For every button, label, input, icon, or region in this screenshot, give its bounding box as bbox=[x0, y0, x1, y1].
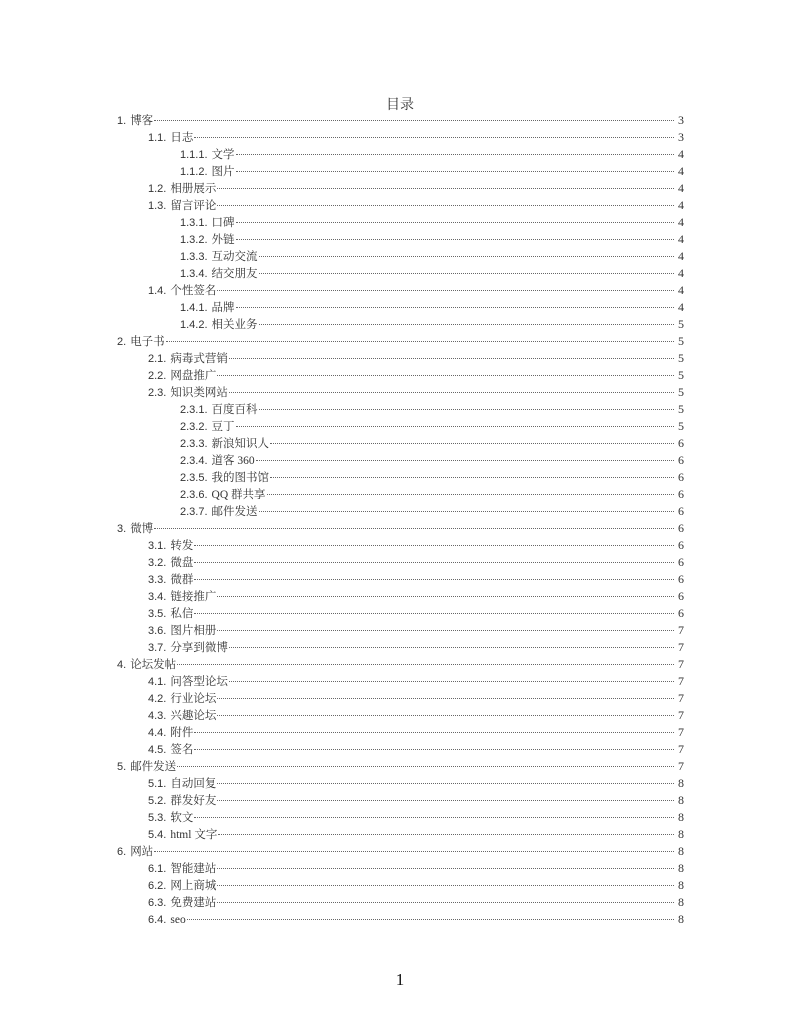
toc-entry-label: 病毒式营销 bbox=[170, 353, 228, 365]
toc-entry-page: 6 bbox=[678, 487, 684, 501]
toc-entry-number: 3.6. bbox=[148, 625, 167, 637]
toc-entry-number: 4.5. bbox=[148, 744, 167, 756]
toc-entry-page: 5 bbox=[678, 351, 684, 365]
toc-entry-number: 2.3.2. bbox=[180, 421, 208, 433]
toc-entry-label: 知识类网站 bbox=[170, 387, 228, 399]
toc-entry[interactable] bbox=[117, 690, 684, 707]
dot-leader bbox=[236, 153, 674, 155]
toc-entry[interactable] bbox=[117, 622, 684, 639]
toc-entry[interactable] bbox=[117, 299, 684, 316]
dot-leader bbox=[217, 204, 674, 206]
toc-entry-page: 7 bbox=[678, 691, 684, 705]
dot-leader bbox=[259, 323, 674, 325]
dot-leader bbox=[166, 340, 674, 342]
toc-entry-number: 4.4. bbox=[148, 727, 167, 739]
dot-leader bbox=[154, 527, 674, 529]
toc-entry-page: 5 bbox=[678, 334, 684, 348]
toc-entry-label: 软文 bbox=[170, 812, 194, 824]
toc-entry-number: 2. bbox=[117, 336, 127, 348]
toc-entry-number: 6.1. bbox=[148, 863, 167, 875]
toc-entry-label: 私信 bbox=[170, 608, 194, 620]
toc-entry-number: 3. bbox=[117, 523, 127, 535]
toc-entry[interactable] bbox=[117, 724, 684, 741]
toc-entry[interactable] bbox=[117, 537, 684, 554]
dot-leader bbox=[194, 561, 674, 563]
toc-entry-page: 5 bbox=[678, 402, 684, 416]
toc-entry-page: 8 bbox=[678, 895, 684, 909]
toc-entry-number: 3.7. bbox=[148, 642, 167, 654]
toc-entry-label: 电子书 bbox=[130, 336, 165, 348]
toc-entry-label: 网站 bbox=[130, 846, 154, 858]
toc-entry-number: 6.4. bbox=[148, 914, 167, 926]
toc-entry-label: 兴趣论坛 bbox=[170, 710, 217, 722]
toc-entry-number: 6. bbox=[117, 846, 127, 858]
toc-entry-label: 微群 bbox=[170, 574, 194, 586]
dot-leader bbox=[256, 459, 674, 461]
toc-entry[interactable] bbox=[117, 231, 684, 248]
toc-entry-number: 2.3.6. bbox=[180, 489, 208, 501]
dot-leader bbox=[194, 816, 674, 818]
toc-entry-number: 1.1.1. bbox=[180, 149, 208, 161]
toc-entry[interactable] bbox=[117, 435, 684, 452]
toc-entry-number: 2.3.4. bbox=[180, 455, 208, 467]
toc-entry-label: 微盘 bbox=[170, 557, 194, 569]
toc-entry-label: 互动交流 bbox=[211, 251, 258, 263]
dot-leader bbox=[267, 493, 674, 495]
toc-entry-label: QQ 群共享 bbox=[211, 489, 266, 501]
toc-entry-label: 链接推广 bbox=[170, 591, 217, 603]
dot-leader bbox=[236, 170, 674, 172]
table-of-contents bbox=[117, 112, 684, 928]
dot-leader bbox=[236, 221, 674, 223]
toc-entry-label: 文学 bbox=[211, 149, 235, 161]
toc-entry[interactable] bbox=[117, 282, 684, 299]
toc-entry-number: 2.3.7. bbox=[180, 506, 208, 518]
toc-entry-number: 5.2. bbox=[148, 795, 167, 807]
toc-entry-page: 8 bbox=[678, 844, 684, 858]
dot-leader bbox=[217, 289, 674, 291]
toc-entry-number: 6.3. bbox=[148, 897, 167, 909]
toc-entry-label: 行业论坛 bbox=[170, 693, 217, 705]
dot-leader bbox=[236, 306, 674, 308]
toc-entry-label: 我的图书馆 bbox=[211, 472, 270, 484]
dot-leader bbox=[194, 748, 674, 750]
toc-entry-page: 3 bbox=[678, 130, 684, 144]
toc-entry-page: 8 bbox=[678, 827, 684, 841]
toc-entry-page: 7 bbox=[678, 674, 684, 688]
toc-entry[interactable] bbox=[117, 588, 684, 605]
toc-entry-number: 5. bbox=[117, 761, 127, 773]
toc-entry-page: 6 bbox=[678, 572, 684, 586]
toc-entry[interactable] bbox=[117, 129, 684, 146]
toc-title: 目录 bbox=[386, 98, 414, 113]
toc-entry-number: 1. bbox=[117, 115, 127, 127]
toc-entry-page: 4 bbox=[678, 232, 684, 246]
toc-entry-number: 2.1. bbox=[148, 353, 167, 365]
toc-entry-page: 7 bbox=[678, 725, 684, 739]
toc-entry-number: 1.1.2. bbox=[180, 166, 208, 178]
toc-entry-page: 7 bbox=[678, 742, 684, 756]
toc-entry[interactable] bbox=[117, 792, 684, 809]
toc-entry-number: 1.4.1. bbox=[180, 302, 208, 314]
toc-entry[interactable] bbox=[117, 605, 684, 622]
toc-entry-label: 博客 bbox=[130, 115, 154, 127]
toc-entry-page: 7 bbox=[678, 708, 684, 722]
toc-entry[interactable] bbox=[117, 418, 684, 435]
toc-entry[interactable] bbox=[117, 180, 684, 197]
toc-entry-page: 6 bbox=[678, 589, 684, 603]
dot-leader bbox=[217, 901, 674, 903]
toc-entry-page: 4 bbox=[678, 198, 684, 212]
toc-entry-page: 4 bbox=[678, 249, 684, 263]
toc-entry[interactable] bbox=[117, 350, 684, 367]
toc-entry-number: 1.3.3. bbox=[180, 251, 208, 263]
toc-entry[interactable] bbox=[117, 163, 684, 180]
toc-entry-label: 口碑 bbox=[211, 217, 235, 229]
toc-entry-number: 2.3.5. bbox=[180, 472, 208, 484]
toc-entry-label: 附件 bbox=[170, 727, 194, 739]
toc-entry-page: 3 bbox=[678, 113, 684, 127]
dot-leader bbox=[259, 255, 674, 257]
toc-entry-number: 1.2. bbox=[148, 183, 167, 195]
toc-entry-number: 5.3. bbox=[148, 812, 167, 824]
toc-entry[interactable] bbox=[117, 146, 684, 163]
toc-entry-label: 论坛发帖 bbox=[130, 659, 177, 671]
toc-entry-number: 4.3. bbox=[148, 710, 167, 722]
toc-entry-number: 1.3.2. bbox=[180, 234, 208, 246]
dot-leader bbox=[229, 391, 674, 393]
toc-entry-number: 4.1. bbox=[148, 676, 167, 688]
toc-entry-page: 5 bbox=[678, 368, 684, 382]
toc-entry[interactable] bbox=[117, 503, 684, 520]
toc-entry-number: 3.1. bbox=[148, 540, 167, 552]
toc-entry-label: 群发好友 bbox=[170, 795, 217, 807]
toc-entry-page: 6 bbox=[678, 521, 684, 535]
toc-entry[interactable] bbox=[117, 775, 684, 792]
toc-entry-page: 7 bbox=[678, 759, 684, 773]
toc-entry-page: 6 bbox=[678, 453, 684, 467]
toc-entry-number: 3.2. bbox=[148, 557, 167, 569]
toc-entry-number: 1.3.4. bbox=[180, 268, 208, 280]
toc-entry-label: 留言评论 bbox=[170, 200, 217, 212]
toc-entry-label: seo bbox=[170, 914, 186, 926]
dot-leader bbox=[217, 884, 674, 886]
toc-entry-label: 道客 360 bbox=[211, 455, 255, 467]
dot-leader bbox=[177, 663, 674, 665]
toc-entry-page: 4 bbox=[678, 164, 684, 178]
toc-entry[interactable] bbox=[117, 486, 684, 503]
toc-entry-page: 6 bbox=[678, 436, 684, 450]
toc-entry-number: 2.3.3. bbox=[180, 438, 208, 450]
dot-leader bbox=[217, 782, 674, 784]
toc-entry-page: 6 bbox=[678, 470, 684, 484]
dot-leader bbox=[154, 850, 674, 852]
toc-entry-label: 相册展示 bbox=[170, 183, 217, 195]
toc-entry-page: 6 bbox=[678, 538, 684, 552]
toc-entry-page: 4 bbox=[678, 300, 684, 314]
toc-entry-number: 3.5. bbox=[148, 608, 167, 620]
toc-entry[interactable] bbox=[117, 214, 684, 231]
toc-entry[interactable] bbox=[117, 520, 684, 537]
dot-leader bbox=[270, 442, 674, 444]
dot-leader bbox=[194, 544, 674, 546]
toc-entry-page: 8 bbox=[678, 878, 684, 892]
dot-leader bbox=[259, 510, 674, 512]
toc-entry[interactable] bbox=[117, 758, 684, 775]
toc-entry[interactable] bbox=[117, 741, 684, 758]
dot-leader bbox=[154, 119, 674, 121]
toc-entry-number: 4.2. bbox=[148, 693, 167, 705]
toc-entry[interactable] bbox=[117, 316, 684, 333]
toc-entry[interactable] bbox=[117, 877, 684, 894]
toc-entry-page: 4 bbox=[678, 147, 684, 161]
dot-leader bbox=[236, 425, 674, 427]
toc-entry[interactable] bbox=[117, 860, 684, 877]
toc-entry-label: 品牌 bbox=[211, 302, 235, 314]
toc-entry-page: 8 bbox=[678, 776, 684, 790]
toc-entry[interactable] bbox=[117, 843, 684, 860]
toc-entry-page: 7 bbox=[678, 623, 684, 637]
dot-leader bbox=[187, 918, 674, 920]
toc-entry-page: 4 bbox=[678, 266, 684, 280]
toc-entry[interactable] bbox=[117, 554, 684, 571]
toc-entry-label: 相关业务 bbox=[211, 319, 258, 331]
toc-entry-number: 1.3.1. bbox=[180, 217, 208, 229]
toc-entry-number: 2.2. bbox=[148, 370, 167, 382]
dot-leader bbox=[217, 629, 674, 631]
toc-entry-number: 1.4. bbox=[148, 285, 167, 297]
toc-entry[interactable] bbox=[117, 333, 684, 350]
toc-entry[interactable] bbox=[117, 112, 684, 129]
toc-entry-number: 3.4. bbox=[148, 591, 167, 603]
dot-leader bbox=[236, 238, 674, 240]
dot-leader bbox=[259, 408, 674, 410]
page-number: 1 bbox=[395, 970, 405, 989]
toc-entry-label: 百度百科 bbox=[211, 404, 258, 416]
dot-leader bbox=[217, 799, 674, 801]
toc-entry-page: 5 bbox=[678, 317, 684, 331]
dot-leader bbox=[218, 833, 674, 835]
toc-entry-page: 6 bbox=[678, 555, 684, 569]
toc-entry-label: 智能建站 bbox=[170, 863, 217, 875]
toc-entry-label: 分享到微博 bbox=[170, 642, 228, 654]
toc-entry-label: 签名 bbox=[170, 744, 194, 756]
toc-entry-label: 新浪知识人 bbox=[211, 438, 270, 450]
toc-entry-label: 微博 bbox=[130, 523, 154, 535]
toc-entry-page: 4 bbox=[678, 181, 684, 195]
toc-entry-label: 转发 bbox=[170, 540, 194, 552]
toc-entry[interactable] bbox=[117, 707, 684, 724]
toc-entry-page: 4 bbox=[678, 283, 684, 297]
toc-entry-label: 问答型论坛 bbox=[170, 676, 228, 688]
toc-entry-label: html 文字 bbox=[170, 829, 218, 841]
toc-entry-label: 日志 bbox=[170, 132, 194, 144]
toc-entry-page: 8 bbox=[678, 861, 684, 875]
toc-entry-page: 4 bbox=[678, 215, 684, 229]
toc-entry-label: 图片 bbox=[211, 166, 235, 178]
dot-leader bbox=[194, 136, 674, 138]
dot-leader bbox=[229, 646, 674, 648]
dot-leader bbox=[259, 272, 674, 274]
toc-entry-number: 2.3. bbox=[148, 387, 167, 399]
toc-entry-page: 7 bbox=[678, 657, 684, 671]
toc-entry-label: 豆丁 bbox=[211, 421, 235, 433]
dot-leader bbox=[217, 714, 674, 716]
dot-leader bbox=[270, 476, 674, 478]
toc-entry[interactable] bbox=[117, 911, 684, 928]
toc-entry-page: 5 bbox=[678, 385, 684, 399]
toc-entry-label: 图片相册 bbox=[170, 625, 217, 637]
toc-entry-label: 网盘推广 bbox=[170, 370, 217, 382]
toc-entry-label: 网上商城 bbox=[170, 880, 217, 892]
dot-leader bbox=[229, 357, 674, 359]
toc-entry-label: 自动回复 bbox=[170, 778, 217, 790]
toc-entry[interactable] bbox=[117, 894, 684, 911]
toc-entry[interactable] bbox=[117, 656, 684, 673]
toc-entry[interactable] bbox=[117, 265, 684, 282]
dot-leader bbox=[194, 578, 674, 580]
toc-entry-number: 1.3. bbox=[148, 200, 167, 212]
dot-leader bbox=[217, 697, 674, 699]
toc-entry[interactable] bbox=[117, 826, 684, 843]
toc-entry-number: 2.3.1. bbox=[180, 404, 208, 416]
toc-entry-number: 1.4.2. bbox=[180, 319, 208, 331]
dot-leader bbox=[217, 595, 674, 597]
toc-entry-page: 6 bbox=[678, 504, 684, 518]
toc-entry-number: 5.4. bbox=[148, 829, 167, 841]
toc-entry[interactable] bbox=[117, 673, 684, 690]
toc-entry[interactable] bbox=[117, 401, 684, 418]
toc-entry-number: 6.2. bbox=[148, 880, 167, 892]
toc-entry-number: 4. bbox=[117, 659, 127, 671]
toc-entry[interactable] bbox=[117, 248, 684, 265]
toc-entry[interactable] bbox=[117, 384, 684, 401]
dot-leader bbox=[229, 680, 674, 682]
toc-entry-page: 8 bbox=[678, 810, 684, 824]
toc-entry-page: 6 bbox=[678, 606, 684, 620]
toc-entry-label: 邮件发送 bbox=[130, 761, 177, 773]
toc-entry-label: 个性签名 bbox=[170, 285, 217, 297]
toc-entry-page: 8 bbox=[678, 912, 684, 926]
toc-entry-number: 5.1. bbox=[148, 778, 167, 790]
toc-entry-page: 8 bbox=[678, 793, 684, 807]
toc-entry[interactable] bbox=[117, 452, 684, 469]
toc-entry[interactable] bbox=[117, 367, 684, 384]
toc-entry-label: 邮件发送 bbox=[211, 506, 258, 518]
toc-entry[interactable] bbox=[117, 469, 684, 486]
toc-entry-page: 7 bbox=[678, 640, 684, 654]
toc-entry-page: 5 bbox=[678, 419, 684, 433]
toc-entry[interactable] bbox=[117, 571, 684, 588]
toc-entry-label: 外链 bbox=[211, 234, 235, 246]
dot-leader bbox=[217, 867, 674, 869]
toc-entry[interactable] bbox=[117, 639, 684, 656]
dot-leader bbox=[217, 374, 674, 376]
dot-leader bbox=[177, 765, 674, 767]
dot-leader bbox=[194, 731, 674, 733]
toc-entry[interactable] bbox=[117, 809, 684, 826]
toc-entry[interactable] bbox=[117, 197, 684, 214]
toc-entry-label: 免费建站 bbox=[170, 897, 217, 909]
toc-entry-number: 3.3. bbox=[148, 574, 167, 586]
toc-entry-label: 结交朋友 bbox=[211, 268, 258, 280]
dot-leader bbox=[194, 612, 674, 614]
dot-leader bbox=[217, 187, 674, 189]
toc-entry-number: 1.1. bbox=[148, 132, 167, 144]
